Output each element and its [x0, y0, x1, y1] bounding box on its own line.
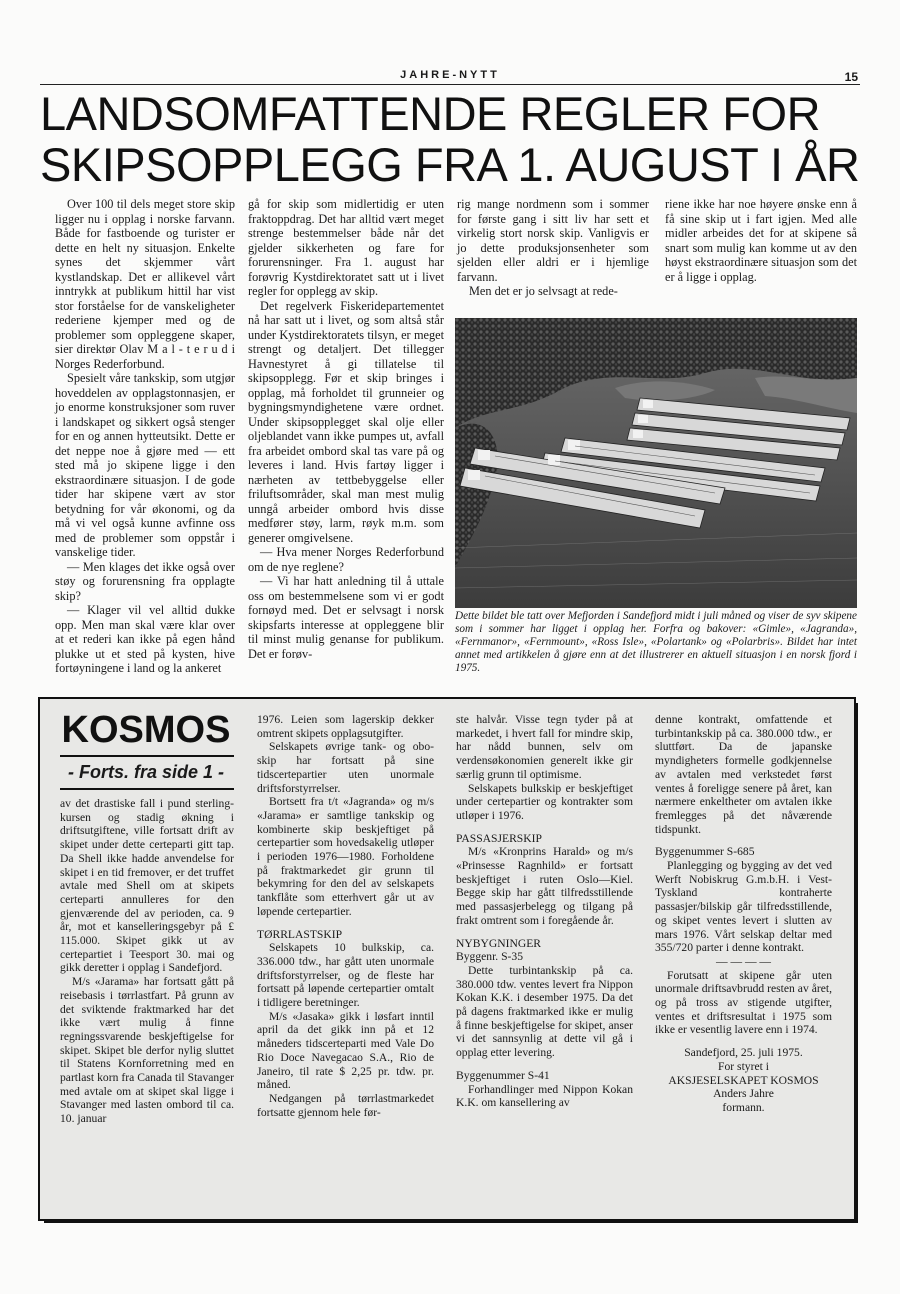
paragraph: Spesielt våre tankskip, som utgjør hoveddelen av opplagstonnasjen, er jo enorme konstruksjoner som ruver i landskapet og sikkert også stenger for en og annen hytteutsikt. Dette er det neppe noe å gjøre med — ett sted må jo skipene ligge i den ekstraordinære situasjon. I de gode tider har skipene vært av stor betydning for vår økonomi, og da må vi vel også kunne avfinne oss med de problemer som oppstår i vanskelige tider.: [55, 371, 235, 559]
article-column-4: [665, 197, 857, 284]
running-title: JAHRE-NYTT: [400, 69, 500, 81]
kosmos-column-4: [655, 713, 832, 1115]
paragraph: Over 100 til dels meget store skip ligger nu i opplag i norske farvann. Både for fastboende og turister er dette en helt ny situasjon. Enkelte synes det skjemmer vårt kystlandskap. Det er allikevel vårt inntrykk at publikum hittil har vist stor forståelse for de vanskeligheter rederiene kjemper med og de problemer som oppleggene skaper, sier direktør Olav M a l - t e r u d i Norges Rederforbund.: [55, 197, 235, 371]
paragraph: Dette turbintankskip på ca. 380.000 tdw. ventes levert fra Nippon Kokan K.K. i desember 1975. Da det på dagens fraktmarked ikke er mulig å finne beskjeftigelse for skipet, anser vi det sannsynlig at dette vil gå i opplag etter levering.: [456, 963, 633, 1060]
signature-company: AKSJESELSKAPET KOSMOS: [668, 1073, 819, 1087]
article-column-1: [55, 197, 235, 676]
photo-caption: Dette bildet ble tatt over Mefjorden i Sandefjord midt i juli måned og viser de syv skipene som i sommer har ligget i opplag her. Forfra og bakover: «Gimle», «Jagranda», «Fernmanor», «Fernmount», «Ross Isle», «Polartank» og «Polarbris». Bildet har intet annet med artikkelen å gjøre enn at det illustrerer en aktuell situasjon i en norsk fjord i 1975.: [455, 610, 857, 674]
subheading: Byggenr. S-35: [456, 950, 523, 964]
paragraph: riene ikke har noe høyere ønske enn å få sine skip ut i fart igjen. Med alle midler arbeides det for at skipene så snart som mulig kan komme ut av den høyst ekstraordinære situasjon som det er å ligge i opplag.: [665, 197, 857, 284]
paragraph: — Vi har hatt anledning til å uttale oss om bestemmelsene som vi er godt fornøyd med. Det er selvsagt i norsk skipsfarts interesse at oppleggene blir til minst mulig genanse for publikum. Det er forøv-: [248, 574, 444, 661]
paragraph: Selskapets bulkskip er beskjeftiget under certepartier og kontrakter som utløper i 1976.: [456, 781, 633, 822]
paragraph: — Hva mener Norges Rederforbund om de nye reglene?: [248, 545, 444, 574]
continued-from-note: - Forts. fra side 1 -: [67, 762, 225, 782]
running-header: [40, 70, 860, 85]
paragraph: — Klager vil vel alltid dukke opp. Men man skal være klar over at et rederi kan ikke på egen hånd plukke ut et sted på kysten, hive fortøyningene i land og la ankeret: [55, 603, 235, 675]
signature-title: formann.: [722, 1100, 765, 1114]
kosmos-column-3: [456, 713, 633, 1110]
article-column-3: [457, 197, 649, 299]
paragraph: M/s «Kronprins Harald» og m/s «Prinsesse Ragnhild» er fortsatt beskjeftiget i ruten Oslo—Kiel. Begge skip har gått tilfredsstillende med passasjerbelegg og tilgang på frakt omtrent som i foregående år.: [456, 845, 633, 927]
signature-for-board: For styret i: [718, 1059, 769, 1073]
section-heading: TØRRLASTSKIP: [257, 927, 343, 941]
subheading: Byggenummer S-685: [655, 845, 755, 859]
paragraph: rig mange nordmenn som i sommer for første gang i sitt liv har sett et virkelig stort norsk skip. Vanligvis er jo dette produksjonsenheter som sjelden eller aldri er i hjemlige farvann.: [457, 197, 649, 284]
paragraph: Men det er jo selvsagt at rede-: [469, 284, 618, 298]
headline: [40, 88, 870, 190]
subheading: Byggenummer S-41: [456, 1068, 550, 1082]
aerial-photo-laid-up-ships: [455, 318, 857, 608]
paragraph: Nedgangen på tørrlastmarkedet fortsatte gjennom hele før-: [257, 1091, 434, 1119]
title-rule-bottom: [60, 788, 234, 790]
paragraph: denne kontrakt, omfattende et turbintankskip på ca. 380.000 tdw., er sluttført. Da de japanske myndigheters formelle godkjennelse av avtalen med verkstedet først ventes å foreligge senere på året, kan nærmere enkeltheter om avtalen ikke fremlegges på det nåværende tidspunkt.: [655, 713, 832, 836]
kosmos-column-2: [257, 713, 434, 1119]
paragraph: Forhandlinger med Nippon Kokan K.K. om kansellering av: [456, 1082, 633, 1110]
page-number: 15: [844, 70, 858, 84]
paragraph: gå for skip som midlertidig er uten fraktoppdrag. Det har alltid vært meget strenge bestemmelser både når det gjelder sikkerheten og fare for forurensninger. Fra 1. august har forøvrig Kystdirektoratet satt ut i livet regler for opplegg av skip.: [248, 197, 444, 298]
paragraph: Bortsett fra t/t «Jagranda» og m/s «Jarama» er samtlige tankskip og kombinerte skip beskjeftiget på certepartier som hovedsakelig utløper i perioden 1976—1980. Forholdene på fraktmarkedet gir grunn til bekymring for den del av selskapets tankflåte som etterhvert går ut av løpende certepartier.: [257, 795, 434, 918]
paragraph: ste halvår. Visse tegn tyder på at markedet, i hvert fall for mindre skip, har nådd bunnen, selv om verdensøkonomien generelt ikke gir særlig grunn til optimisme.: [456, 713, 633, 781]
paragraph: Det regelverk Fiskeridepartementet nå har satt ut i livet, og som altså står under Kystdirektoratets tilsyn, er meget strengt og detaljert. Det tillegger Havnestyret å gi tillatelse til skipsopplegg. Før et skip bringes i opplag, må forholdet til grunneier og bygningsmyndighetene være ordnet. Under skipsopplegget skal olje eller oljeblandet vann ikke pumpes ut, avfall fra arbeidet ombord skal tas vare på og leveres i land. Hvis fartøy ligger i nærheten av tettbebyggelse eller friluftsområder, skal man mest mulig unngå arbeider ombord hvis disse medfører støy, larm, røyk m.m. som generer omgivelsene.: [248, 298, 444, 545]
paragraph: Selskapets øvrige tank- og obo-skip har fortsatt på sine tidscertepartier uten unormale driftsforstyrrelser.: [257, 740, 434, 795]
paragraph: M/s «Jasaka» gikk i løsfart inntil april da det gikk inn på et 12 måneders tidscerteparti med Vale Do Rio Doce Navegacao S.A., Rio de Janeiro, til rate $ 2,25 pr. tdw. pr. måned.: [257, 1009, 434, 1092]
headline-line-2: SKIPSOPPLEGG FRA 1. AUGUST I ÅR: [40, 138, 860, 191]
signature-place-date: Sandefjord, 25. juli 1975.: [684, 1046, 803, 1060]
paragraph: Selskapets 10 bulkskip, ca. 336.000 tdw., har gått uten unormale driftsforstyrrelser, og de fleste har fortsatt på løpende certepartier omtalt i tidligere beretninger.: [257, 941, 434, 1010]
paragraph: M/s «Jarama» har fortsatt gått på reisebasis i tørrlastfart. På grunn av det sviktende fraktmarked har det ikke vært mulig å finne regningssvarende beskjeftigelse for skipet. Skipet ble derfor nylig sluttet til Statens Kornforretning med en partlast korn fra Canada til Stavanger med avtale om at skipet skal ligge i Stavanger med lasten ombord til ca. 10. januar: [60, 975, 234, 1126]
paragraph: av det drastiske fall i pund sterling-kursen og stadig økning i driftsutgiftene, ville fortsatt drift av skipet under dette certeparti gitt tap. Da Shell ikke hadde anvendelse for skipet i en tid fremover, er det truffet avtale med Shell om at skipets certeparti annulleres for den gjenværende del av perioden, ca. 9 år, mot et kanselleringsgebyr på £ 115.000. Skipet gikk ut av certepartiet i Teesport 30. mai og gikk deretter i opplag i Sandefjord.: [60, 797, 234, 975]
kosmos-column-1: [60, 797, 234, 1126]
article-column-2: [248, 197, 444, 661]
title-rule-top: [60, 755, 234, 757]
signature-name: Anders Jahre: [713, 1087, 774, 1101]
paragraph: Planlegging og bygging av det ved Werft Nobiskrug G.m.b.H. i Vest-Tyskland kontraherte passasjer/bilskip går tilfredsstillende, og skipet ventes levert i slutten av mars 1976. Vårt selskap deltar med 355/720 parter i denne kontrakt.: [655, 859, 832, 955]
paragraph: — Men klages det ikke også over støy og forurensning fra opplagte skip?: [55, 559, 235, 603]
headline-line-1: LANDSOMFATTENDE REGLER FOR: [40, 87, 821, 140]
dash-separator: — — — —: [715, 954, 772, 968]
section-heading: NYBYGNINGER: [456, 936, 542, 950]
photo-illustration: [455, 318, 857, 608]
section-heading: PASSASJERSKIP: [456, 831, 542, 845]
paragraph: Forutsatt at skipene går uten unormale driftsavbrudd resten av året, og på tross av stigende utgifter, ventes et driftsresultat i 1975 som ikke er vesentlig lavere enn i 1974.: [655, 968, 832, 1037]
kosmos-title: KOSMOS: [61, 709, 231, 751]
paragraph: 1976. Leien som lagerskip dekker omtrent skipets opplagsutgifter.: [257, 713, 434, 740]
